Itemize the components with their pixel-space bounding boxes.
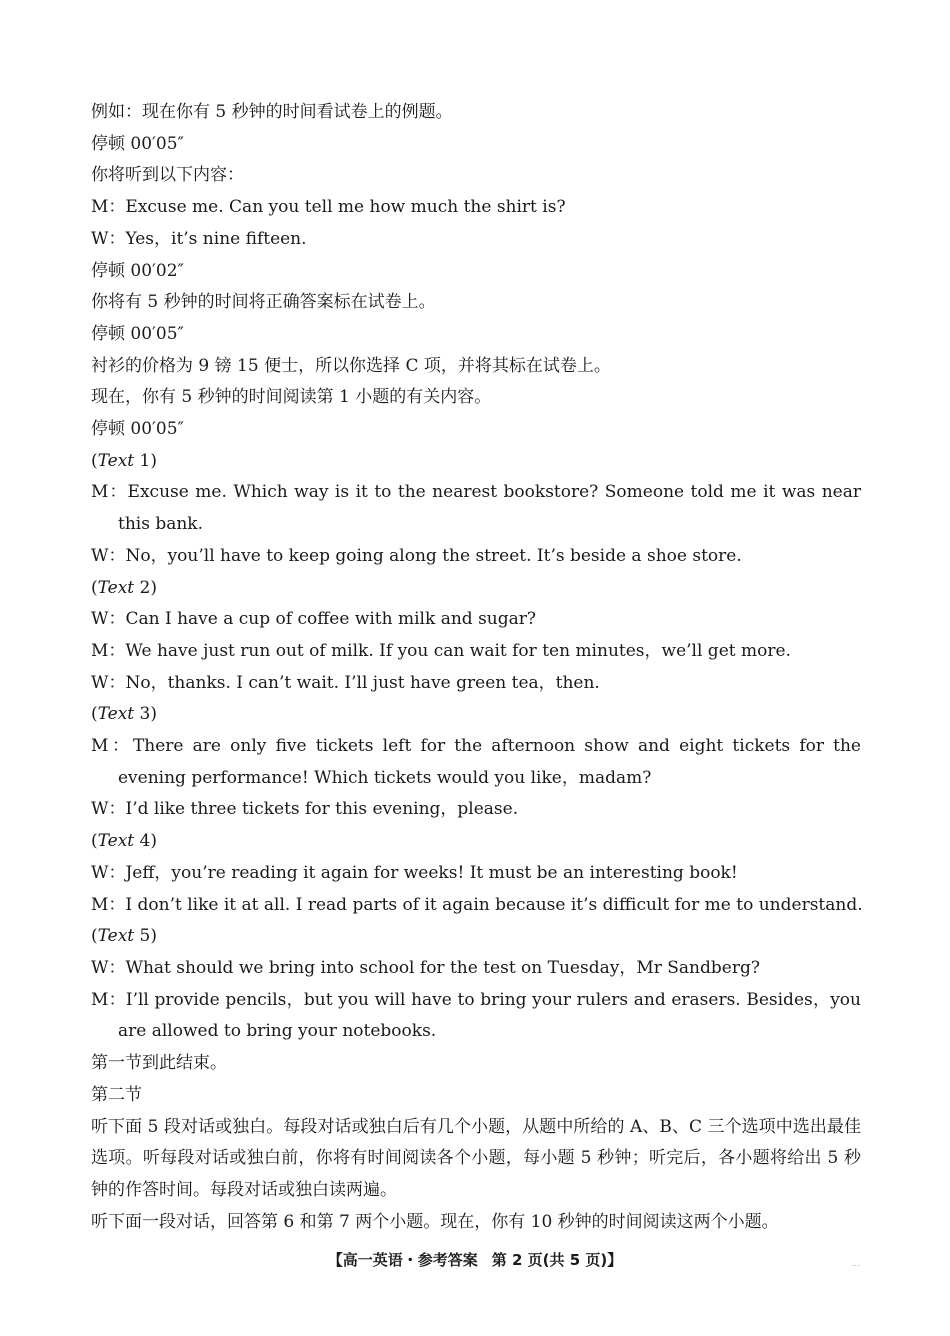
text-section-label: (Text 5) [91, 926, 158, 947]
text-line: W：Can I have a cup of coffee with milk and sugar? [91, 609, 536, 630]
text-section-label: (Text 2) [91, 577, 158, 598]
text-label-number: 2 [139, 577, 151, 598]
text-label-number: 5 [139, 926, 151, 947]
text-line: 停顿 00′05″ [91, 323, 184, 344]
text-line: W：I’d like three tickets for this evening，please. [91, 799, 519, 820]
text-label-word: Text [97, 926, 135, 947]
text-line: M：We have just run out of milk. If you can wait for ten minutes，we’ll get more. [91, 640, 791, 661]
text-label-word: Text [97, 704, 135, 725]
text-line: 第二节 [91, 1084, 142, 1105]
text-line: 停顿 00′05″ [91, 133, 184, 154]
text-label-number: 3 [139, 704, 151, 725]
text-line: 例如：现在你有 5 秒钟的时间看试卷上的例题。 [91, 102, 453, 122]
footer-page-number: 第 2 页(共 5 页)】 [491, 1251, 623, 1269]
text-line: 现在，你有 5 秒钟的时间阅读第 1 小题的有关内容。 [91, 387, 492, 408]
text-line: 第一节到此结束。 [91, 1053, 227, 1074]
text-label-number: 1 [139, 450, 151, 471]
text-label-number: 4 [139, 831, 151, 852]
text-section-label: (Text 4) [91, 831, 158, 852]
footer-title: 【高一英语・参考答案 [327, 1251, 478, 1269]
text-line: M：I don’t like it at all. I read parts of it again because it’s difficult for me to understand. [91, 894, 863, 915]
text-line: M：I’ll provide pencils，but you will have to bring your rulers and erasers. Besides，you are allowed to bring your notebooks. [91, 989, 861, 1042]
text-line: W：Jeff，you’re reading it again for weeks! It must be an interesting book! [91, 862, 738, 883]
text-line: W：Yes，it’s nine fifteen. [91, 228, 307, 249]
text-line: 停顿 00′02″ [91, 260, 184, 281]
page-footer [0, 1249, 950, 1270]
paragraph: 听下面 5 段对话或独白。每段对话或独白后有几个小题，从题中所给的 A、B、C 三个选项中选出最佳选项。听每段对话或独白前，你将有时间阅读各个小题，每小题 5 秒钟；听完后，各小题将给出 5 秒钟的作答时间。每段对话或独白读两遍。 [91, 1116, 861, 1200]
text-line: 衬衫的价格为 9 镑 15 便士，所以你选择 C 项，并将其标在试卷上。 [91, 355, 611, 376]
text-section-label: (Text 1) [91, 450, 158, 471]
text-line: 停顿 00′05″ [91, 419, 184, 440]
text-label-word: Text [97, 577, 135, 598]
scan-mark [852, 1265, 860, 1266]
text-line: W：No，thanks. I can’t wait. I’ll just have green tea，then. [91, 672, 600, 693]
text-line: 你将有 5 秒钟的时间将正确答案标在试卷上。 [91, 292, 436, 313]
text-label-word: Text [97, 831, 135, 852]
text-section-label: (Text 3) [91, 704, 158, 725]
text-line: 你将听到以下内容： [91, 165, 244, 186]
document-body [91, 97, 861, 1238]
text-line: W：No，you’ll have to keep going along the street. It’s beside a shoe store. [91, 545, 742, 566]
text-label-word: Text [97, 450, 135, 471]
text-line: 听下面一段对话，回答第 6 和第 7 两个小题。现在，你有 10 秒钟的时间阅读这两个小题。 [91, 1211, 779, 1232]
text-line: M：Excuse me. Can you tell me how much the shirt is? [91, 197, 566, 218]
text-line: W：What should we bring into school for the test on Tuesday，Mr Sandberg? [91, 957, 760, 978]
text-line: M：Excuse me. Which way is it to the nearest bookstore? Someone told me it was near this bank. [91, 482, 861, 535]
text-line: M：There are only five tickets left for the afternoon show and eight tickets for the evening performance! Which tickets would you like，madam? [91, 736, 861, 788]
